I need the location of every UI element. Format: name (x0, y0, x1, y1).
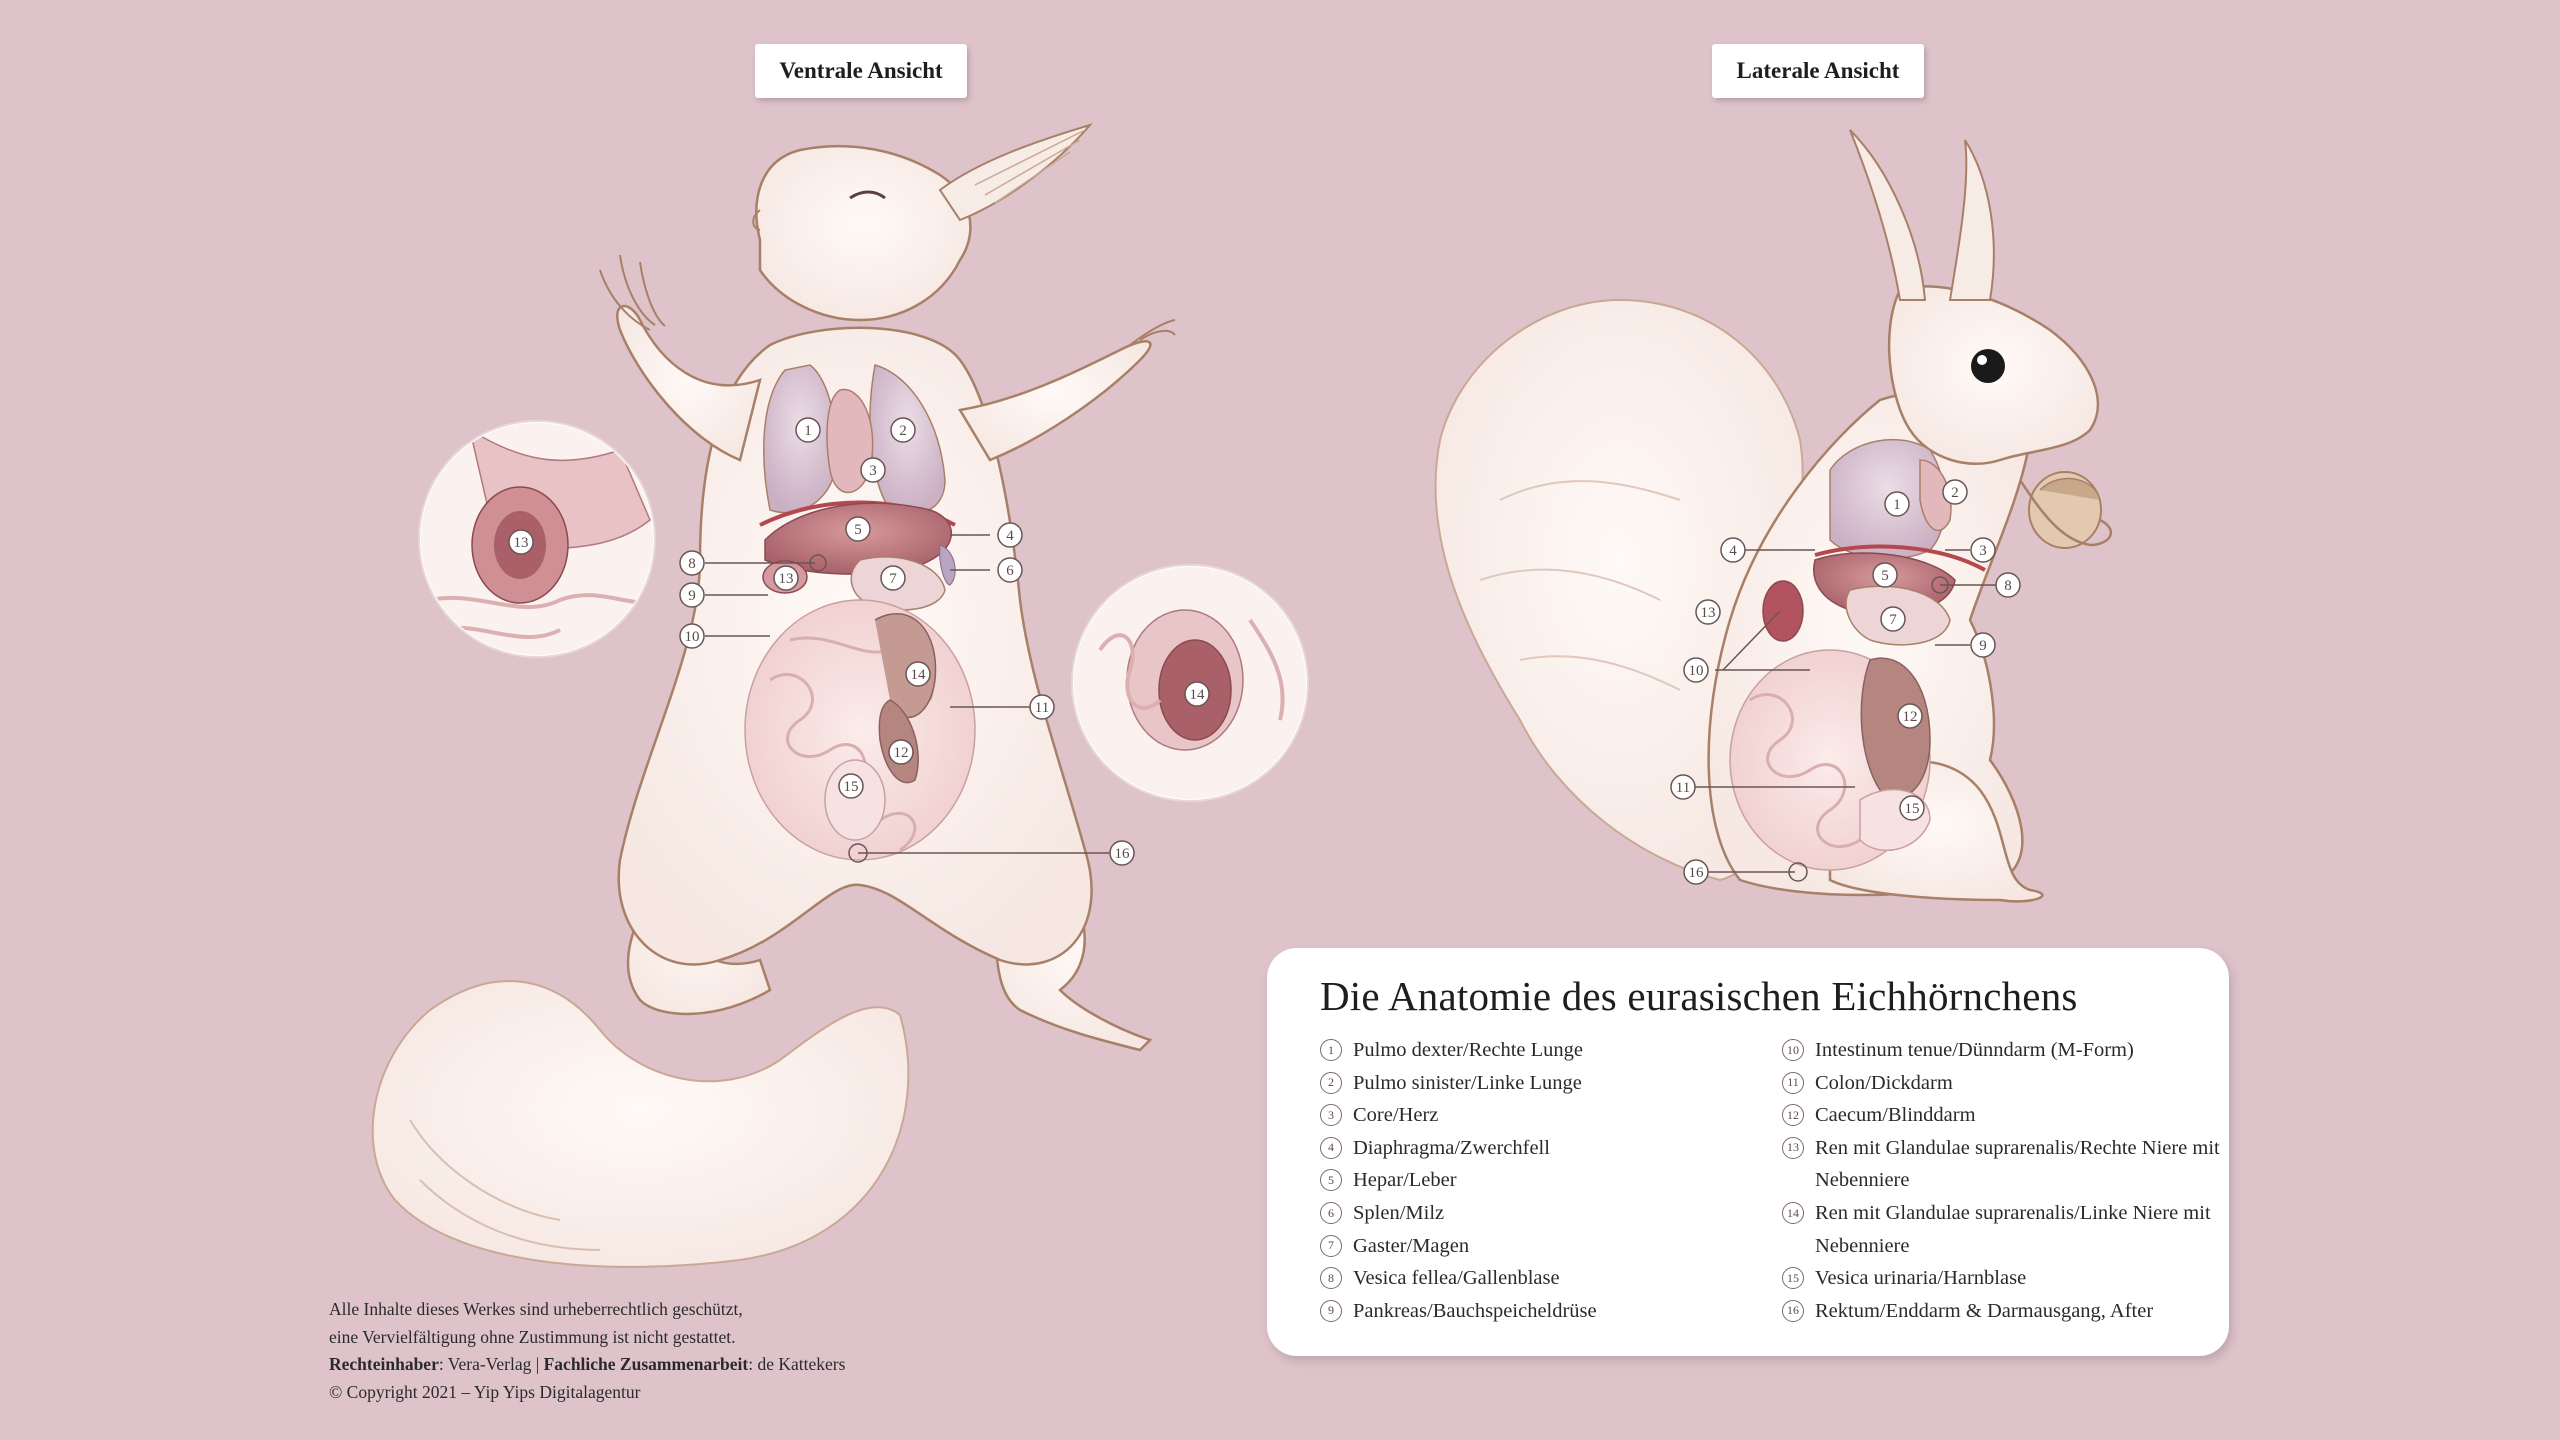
legend-item (1320, 1132, 1760, 1165)
lateral-view-label: Laterale Ansicht (1712, 44, 1924, 98)
callout-number: 12 (893, 745, 909, 761)
callout-number: 14 (1189, 687, 1205, 703)
callout-number: 4 (1729, 543, 1737, 559)
callout-number: 1 (804, 423, 812, 439)
ventral-callout-2 (891, 418, 915, 442)
legend-item-text: Gaster/Magen (1353, 1234, 1470, 1257)
legend-item-text: Core/Herz (1353, 1104, 1439, 1127)
callout-number: 8 (688, 556, 696, 572)
callout-number: 16 (1114, 846, 1130, 862)
legend-number-badge: 15 (1782, 1267, 1804, 1289)
lateral-callout-12 (1898, 704, 1922, 728)
callout-number: 15 (843, 779, 859, 795)
callout-number: 2 (1951, 485, 1959, 501)
ventral-callout-9 (680, 583, 704, 607)
copyright-footer (329, 1296, 845, 1406)
legend-item (1782, 1262, 2222, 1295)
legend-number-badge: 4 (1320, 1137, 1342, 1159)
legend-number-badge: 13 (1782, 1137, 1804, 1159)
legend-item-text: Vesica fellea/Gallenblase (1353, 1267, 1560, 1290)
ventral-callout-6 (998, 558, 1022, 582)
inset-left-kidney-detail (419, 420, 660, 660)
lateral-callout-4 (1721, 538, 1745, 562)
lateral-callout-13 (1696, 600, 1720, 624)
legend-card (1267, 948, 2229, 1356)
legend-number-badge: 8 (1320, 1267, 1342, 1289)
lateral-callout-9 (1971, 633, 1995, 657)
legend-item-text: Diaphragma/Zwerchfell (1353, 1136, 1550, 1159)
legend-item (1782, 1295, 2222, 1328)
callout-number: 6 (1006, 563, 1014, 579)
ventral-callout-4 (998, 523, 1022, 547)
lateral-ear-back (1850, 130, 1925, 300)
legend-item-text: Hepar/Leber (1353, 1169, 1457, 1192)
footer-line-1: Alle Inhalte dieses Werkes sind urheberrechtlich geschützt, (329, 1299, 743, 1319)
lateral-callout-16 (1684, 860, 1708, 884)
callout-number: 4 (1006, 528, 1014, 544)
legend-number-badge: 12 (1782, 1104, 1804, 1126)
legend-item (1320, 1034, 1760, 1067)
callout-number: 13 (1700, 605, 1716, 621)
legend-item (1320, 1295, 1760, 1328)
ventral-callout-7 (881, 566, 905, 590)
lateral-callout-1 (1885, 492, 1909, 516)
legend-item (1320, 1197, 1760, 1230)
legend-item-text: Vesica urinaria/Harnblase (1815, 1267, 2027, 1290)
legend-column-right (1782, 1034, 2222, 1327)
legend-item-text: Ren mit Glandulae suprarenalis/Rechte Niere mit Nebenniere (1815, 1136, 2220, 1192)
legend-number-badge: 14 (1782, 1202, 1804, 1224)
footer-line-2: eine Vervielfältigung ohne Zustimmung ist nicht gestattet. (329, 1326, 736, 1347)
ventral-head (756, 146, 970, 320)
ventral-callout-13 (774, 566, 798, 590)
legend-number-badge: 2 (1320, 1072, 1342, 1094)
legend-item-text: Colon/Dickdarm (1815, 1071, 1953, 1094)
lateral-callout-3 (1971, 538, 1995, 562)
legend-item (1320, 1262, 1760, 1295)
footer-collab-label: Fachliche Zusammenarbeit (543, 1354, 749, 1374)
legend-item-text: Rektum/Enddarm & Darmausgang, After (1815, 1299, 2154, 1322)
ventral-callout-8 (680, 551, 704, 575)
callout-number: 12 (1902, 709, 1918, 725)
legend-number-badge: 10 (1782, 1039, 1804, 1061)
callout-number: 9 (688, 588, 696, 604)
callout-number: 10 (684, 629, 700, 645)
ventral-tail (373, 981, 909, 1267)
ventral-callout-1 (796, 418, 820, 442)
legend-number-badge: 7 (1320, 1235, 1342, 1257)
legend-item-text: Caecum/Blinddarm (1815, 1104, 1976, 1127)
legend-item (1320, 1230, 1760, 1263)
ventral-right-arm (960, 341, 1150, 460)
footer-rights-value: : Vera-Verlag | (438, 1354, 544, 1374)
lateral-ear-front (1950, 140, 1994, 300)
lateral-callout-5 (1873, 563, 1897, 587)
legend-item (1320, 1067, 1760, 1100)
lateral-callout-15 (1900, 796, 1924, 820)
ventral-callout-3 (861, 458, 885, 482)
callout-number: 7 (889, 571, 897, 587)
lateral-squirrel (1435, 130, 2110, 901)
legend-item-text: Pulmo sinister/Linke Lunge (1353, 1071, 1582, 1094)
callout-number: 5 (1881, 568, 1889, 584)
callout-number: 3 (869, 463, 877, 479)
ventral-squirrel (373, 125, 1175, 1267)
legend-number-badge: 3 (1320, 1104, 1342, 1126)
callout-number: 8 (2004, 578, 2012, 594)
legend-item (1320, 1164, 1760, 1197)
callout-number: 10 (1688, 663, 1704, 679)
inset-right-callout (1185, 682, 1209, 706)
footer-copyright: © Copyright 2021 – Yip Yips Digitalagentur (329, 1381, 641, 1402)
ventral-callout-15 (839, 774, 863, 798)
callout-number: 7 (1889, 612, 1897, 628)
callout-number: 11 (1675, 780, 1691, 796)
footer-collab-value: : de Kattekers (748, 1354, 846, 1374)
lateral-callout-8 (1996, 573, 2020, 597)
callout-number: 13 (778, 571, 794, 587)
callout-number: 11 (1034, 700, 1050, 716)
legend-item-text: Intestinum tenue/Dünndarm (M-Form) (1815, 1039, 2134, 1061)
ventral-view-label: Ventrale Ansicht (755, 44, 967, 98)
lateral-kidney (1763, 581, 1803, 641)
ventral-callout-16 (1110, 841, 1134, 865)
callout-number: 1 (1893, 497, 1901, 513)
ventral-callout-14 (906, 662, 930, 686)
footer-rights-label: Rechteinhaber (329, 1354, 439, 1374)
legend-number-badge: 6 (1320, 1202, 1342, 1224)
legend-title: Die Anatomie des eurasischen Eichhörnchens (1320, 973, 2078, 1019)
legend-item-text: Splen/Milz (1353, 1201, 1445, 1224)
ventral-callout-5 (846, 517, 870, 541)
callout-number: 14 (910, 667, 926, 683)
legend-item (1782, 1099, 2222, 1132)
legend-item-text: Pulmo dexter/Rechte Lunge (1353, 1039, 1583, 1061)
ventral-callout-10 (680, 624, 704, 648)
callout-number: 2 (899, 423, 907, 439)
ventral-callout-11 (1030, 695, 1054, 719)
legend-item (1782, 1034, 2222, 1067)
legend-number-badge: 9 (1320, 1300, 1342, 1322)
callout-number: 3 (1979, 543, 1987, 559)
legend-item (1782, 1132, 2222, 1197)
legend-item (1782, 1067, 2222, 1100)
legend-number-badge: 5 (1320, 1169, 1342, 1191)
ventral-bladder (825, 760, 885, 840)
legend-item (1782, 1197, 2222, 1262)
legend-item-text: Ren mit Glandulae suprarenalis/Linke Niere mit Nebenniere (1815, 1201, 2211, 1257)
lateral-callout-2 (1943, 480, 1967, 504)
callout-number: 16 (1688, 865, 1704, 881)
legend-number-badge: 1 (1320, 1039, 1342, 1061)
lateral-callout-11 (1671, 775, 1695, 799)
ventral-callout-12 (889, 740, 913, 764)
legend-number-badge: 11 (1782, 1072, 1804, 1094)
legend-number-badge: 16 (1782, 1300, 1804, 1322)
footer-line-3 (329, 1351, 845, 1379)
legend-item (1320, 1099, 1760, 1132)
lateral-callout-7 (1881, 607, 1905, 631)
callout-number: 13 (513, 535, 529, 551)
lateral-eye (1971, 349, 2005, 383)
legend-column-left (1320, 1034, 1760, 1327)
callout-number: 9 (1979, 638, 1987, 654)
callout-number: 5 (854, 522, 862, 538)
lateral-callout-10 (1684, 658, 1708, 682)
legend-item-text: Pankreas/Bauchspeicheldrüse (1353, 1299, 1597, 1322)
inset-left-callout (509, 530, 533, 554)
callout-number: 15 (1904, 801, 1920, 817)
